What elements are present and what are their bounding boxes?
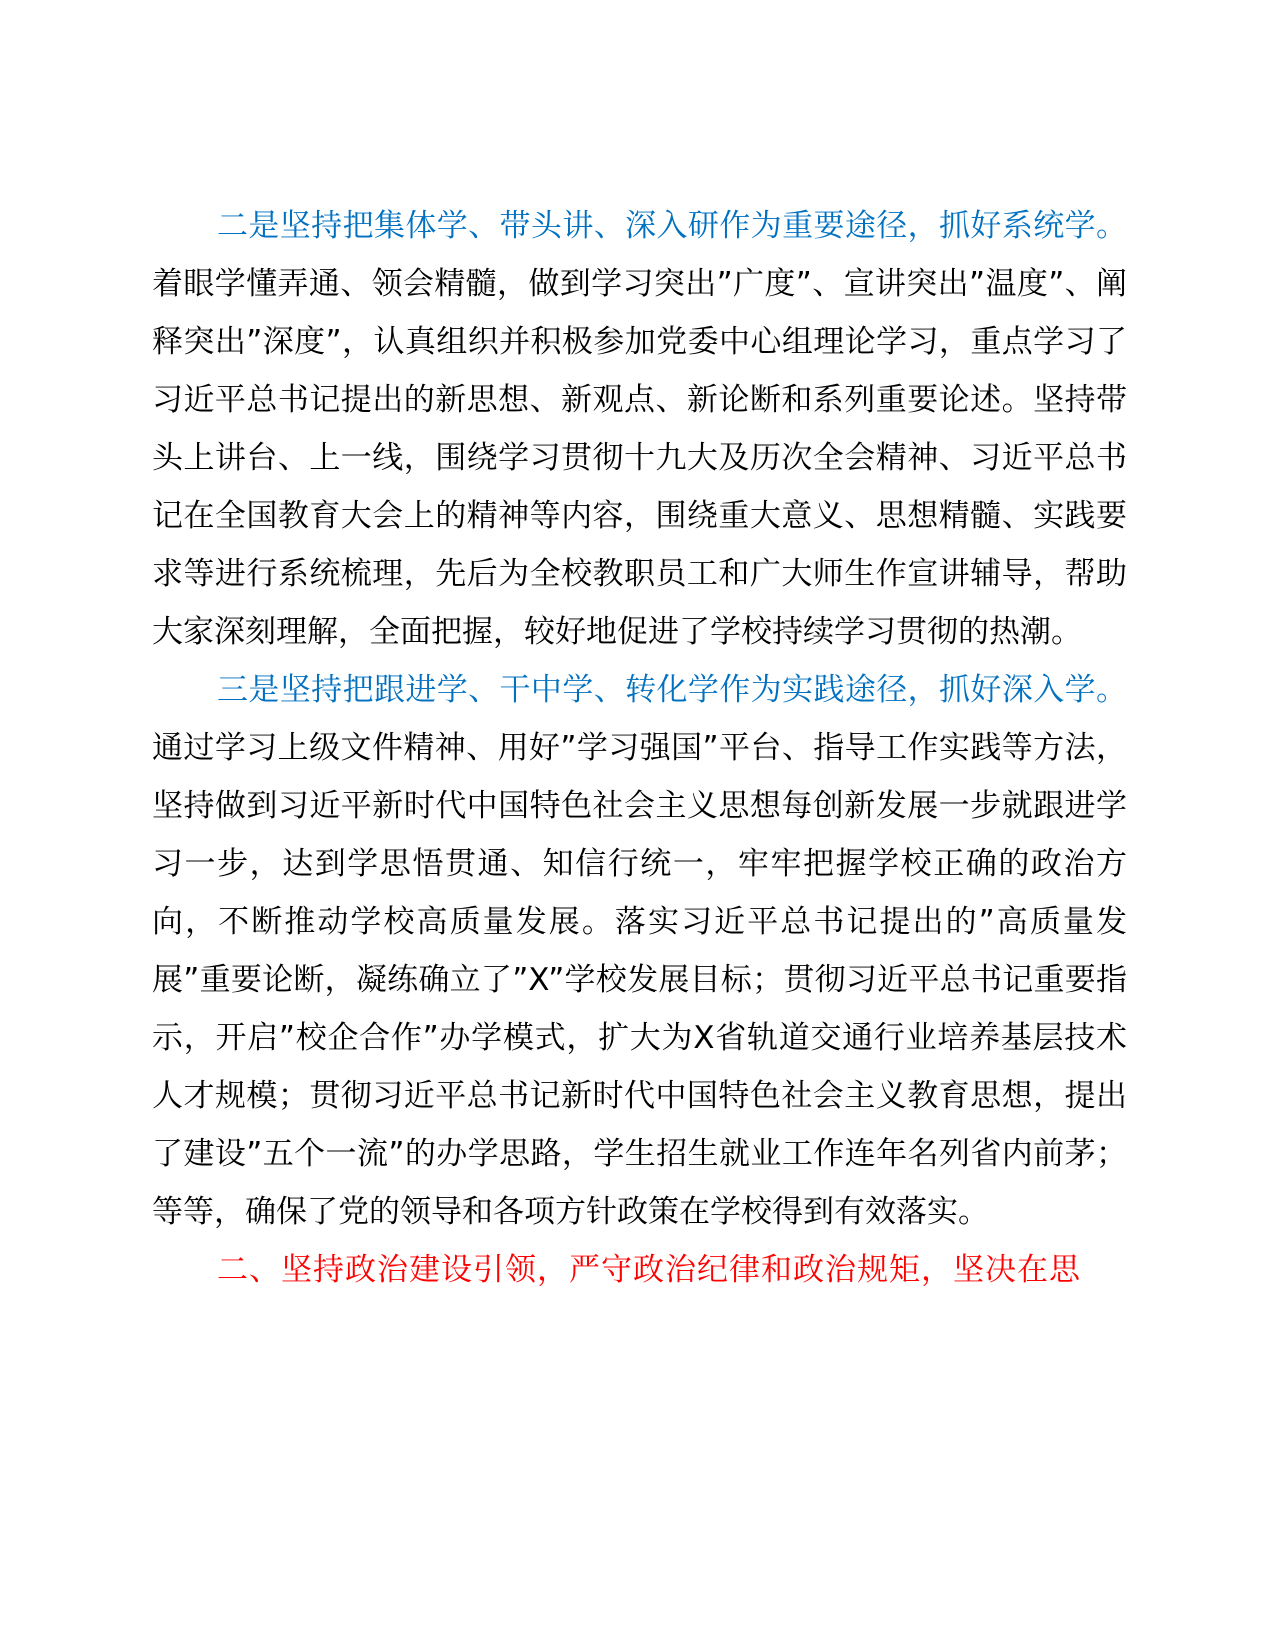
paragraph-system-study: [152, 197, 1127, 661]
paragraph-lead: 二是坚持把集体学、带头讲、深入研作为重要途径，抓好系统学。: [217, 208, 1127, 244]
paragraph-lead: 三是坚持把跟进学、干中学、转化学作为实践途径，抓好深入学。: [217, 672, 1127, 708]
paragraph-text: 通过学习上级文件精神、用好”学习强国”平台、指导工作实践等方法，坚持做到习近平新时代中国特色社会主义思想每创新发展一步就跟进学习一步，达到学思悟贯通、知信行统一，牢牢把握学校正确的政治方向，不断推动学校高质量发展。落实习近平总书记提出的”高质量发展”重要论断，凝练确立了”X”学校发展目标；贯彻习近平总书记重要指示，开启”校企合作”办学模式，扩大为X省轨道交通行业培养基层技术人才规模；贯彻习近平总书记新时代中国特色社会主义教育思想，提出了建设”五个一流”的办学思路，学生招生就业工作连年名列省内前茅；等等，确保了党的领导和各项方针政策在学校得到有效落实。: [152, 730, 1127, 1230]
document-body: [152, 197, 1127, 1299]
paragraph-text: 着眼学懂弄通、领会精髓，做到学习突出”广度”、宣讲突出”温度”、阐释突出”深度”，认真组织并积极参加党委中心组理论学习，重点学习了习近平总书记提出的新思想、新观点、新论断和系列重要论述。坚持带头上讲台、上一线，围绕学习贯彻十九大及历次全会精神、习近平总书记在全国教育大会上的精神等内容，围绕重大意义、思想精髓、实践要求等进行系统梳理，先后为全校教职员工和广大师生作宣讲辅导，帮助大家深刻理解，全面把握，较好地促进了学校持续学习贯彻的热潮。: [152, 266, 1127, 650]
section-heading: 二、坚持政治建设引领，严守政治纪律和政治规矩，坚决在思: [217, 1252, 1081, 1288]
paragraph-in-depth-study: [152, 661, 1127, 1241]
